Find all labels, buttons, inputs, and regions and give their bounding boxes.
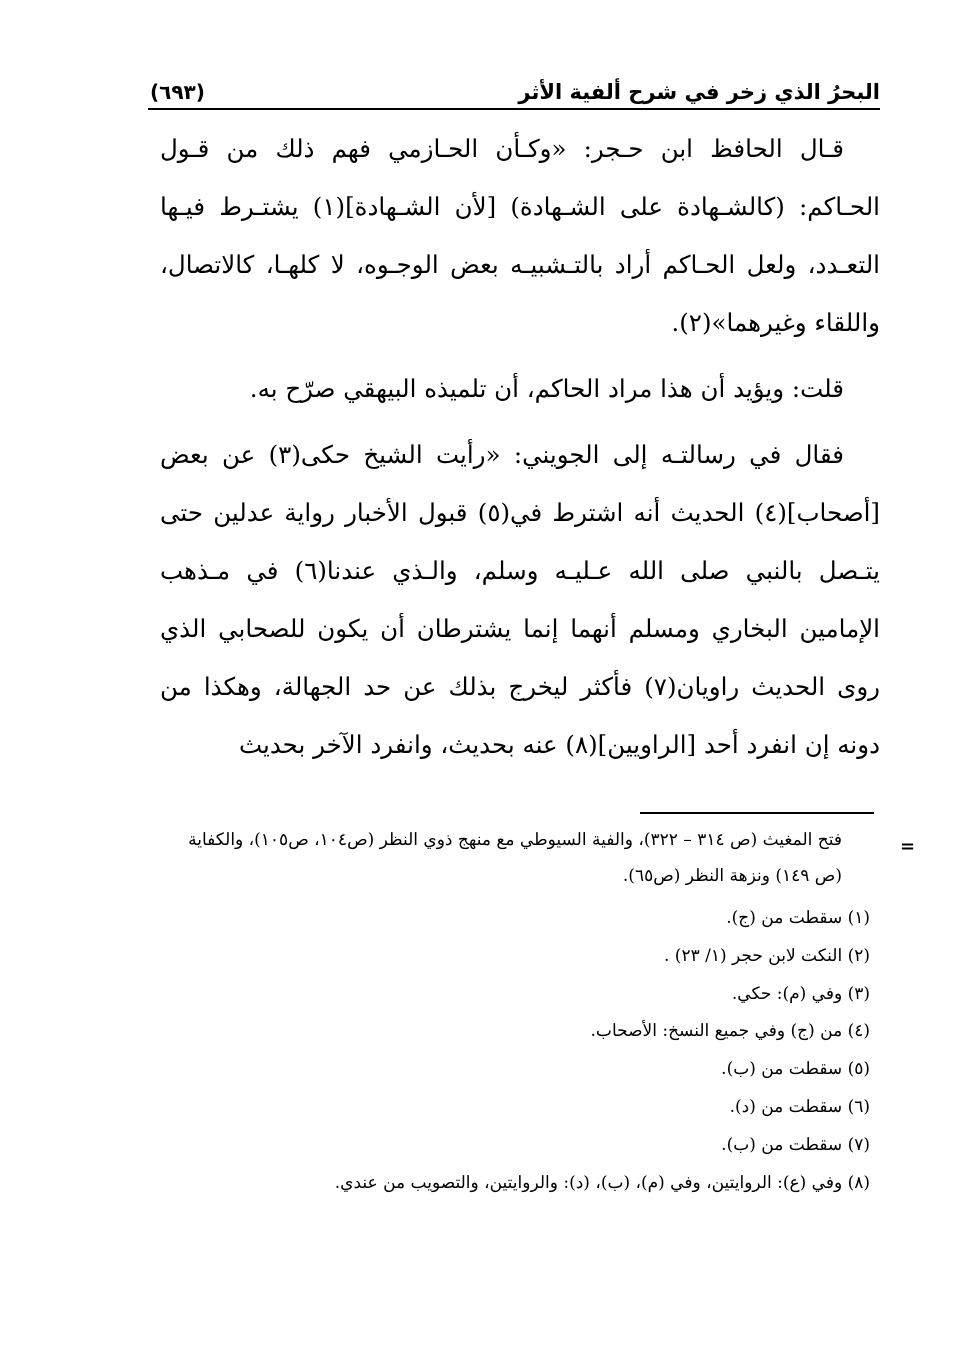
paragraph-author-note: قلت: ويؤيد أن هذا مراد الحاكم، أن تلميذه البيهقي صرّح به.: [249, 374, 844, 403]
footnotes: [160, 822, 870, 1202]
footnote-list: [160, 900, 870, 1202]
footnote-8: (٨) وفي (ع): الروايتين، وفي (م)، (ب)، (د): والروايتين، والتصويب من عندي.: [334, 1172, 870, 1193]
footnote-divider: [640, 812, 874, 814]
footnote-5: (٥) سقطت من (ب).: [721, 1059, 870, 1080]
header-divider: [148, 108, 880, 110]
main-text: [160, 120, 880, 774]
footnote-continuation: فتح المغيث (ص ٣١٤ – ٣٢٢)، والفية السيوطي مع منهج ذوي النظر (ص١٠٤، ص١٠٥)، والكفاية (ص ١٤٩) ونزهة النظر (ص٦٥).: [188, 830, 842, 886]
footnote-2: (٢) النكت لابن حجر (١/ ٢٣) .: [663, 945, 870, 966]
page-number: (٦٩٣): [150, 80, 205, 104]
footnote-1: (١) سقطت من (ج).: [726, 908, 870, 928]
paragraph-bayhaqi-letter: فقال في رسالتـه إلى الجويني: «رأيت الشيخ حكى(٣) عن بعض [أصحاب](٤) الحديث أنه اشترط في(٥) قبول الأخبار رواية عدلين حتى يتـصل بالنبي صلى الله عـليـه وسلم، والـذي عندنا(٦) في مـذهب الإمامين البخاري ومسلم أنهما إنما يشترطان أن يكون للصحابي الذي روى الحديث راويان(٧) فأكثر ليخرج بذلك عن حد الجهالة، وهكذا من دونه إن انفرد أحد [الراويين](٨) عنه بحديث، وانفرد الآخر بحديث: [160, 440, 880, 759]
footnote-6: (٦) سقطت من (د).: [729, 1096, 870, 1117]
running-title: البحرُ الذي زخر في شرح ألفية الأثر: [518, 80, 880, 104]
footnote-7: (٧) سقطت من (ب).: [721, 1134, 870, 1155]
paragraph-ibn-hajar-quote: قـال الحافظ ابن حـجر: «وكـأن الحـازمي فهم ذلك من قـول الحـاكم: (كالشـهادة على الشـهادة) [لأن الشـهادة](١) يشتـرط فيـها التعـدد، ولعل الحـاكم أراد بالتـشبيـه بعض الوجـوه، لا كلهـا، كالاتصال، واللقاء وغيرهما»(٢).: [160, 134, 880, 337]
footnote-4: (٤) من (ج) وفي جميع النسخ: الأصحاب.: [590, 1021, 870, 1042]
footnote-continuation-mark: =: [900, 836, 916, 857]
footnote-3: (٣) وفي (م): حكي.: [731, 983, 870, 1004]
running-header: [150, 62, 880, 104]
